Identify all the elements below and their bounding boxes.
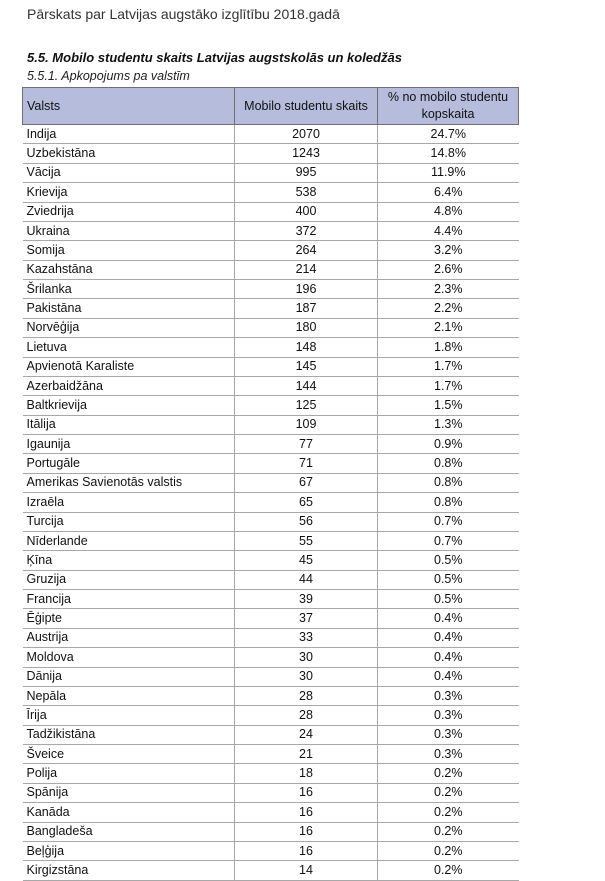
cell-country: Zviedrija [23, 202, 235, 221]
cell-percent: 4.8% [378, 202, 519, 221]
cell-percent: 0.5% [378, 590, 519, 609]
cell-country: Kanāda [23, 803, 235, 822]
cell-percent: 6.4% [378, 183, 519, 202]
cell-count: 18 [235, 764, 378, 783]
cell-country: Īrija [23, 706, 235, 725]
cell-country: Norvēģija [23, 318, 235, 337]
cell-count: 56 [235, 512, 378, 531]
cell-count: 24 [235, 725, 378, 744]
cell-count: 196 [235, 280, 378, 299]
cell-count: 16 [235, 822, 378, 841]
cell-count: 33 [235, 628, 378, 647]
cell-count: 67 [235, 473, 378, 492]
cell-country: Nepāla [23, 686, 235, 705]
cell-percent: 2.1% [378, 318, 519, 337]
table-row [23, 590, 519, 609]
table-row [23, 570, 519, 589]
table-row [23, 241, 519, 260]
table-row [23, 648, 519, 667]
cell-country: Beļģija [23, 841, 235, 860]
cell-count: 65 [235, 493, 378, 512]
cell-count: 16 [235, 803, 378, 822]
cell-percent: 4.4% [378, 221, 519, 240]
cell-percent: 3.2% [378, 241, 519, 260]
table-row [23, 745, 519, 764]
cell-country: Polija [23, 764, 235, 783]
table-row [23, 609, 519, 628]
cell-count: 187 [235, 299, 378, 318]
table-row [23, 764, 519, 783]
table-row [23, 783, 519, 802]
cell-percent: 2.2% [378, 299, 519, 318]
cell-count: 28 [235, 706, 378, 725]
table-row [23, 202, 519, 221]
cell-percent: 2.3% [378, 280, 519, 299]
cell-percent: 0.3% [378, 686, 519, 705]
section-title: 5.5. Mobilo studentu skaits Latvijas augstskolās un koledžās [27, 50, 402, 65]
cell-percent: 0.8% [378, 473, 519, 492]
cell-country: Apvienotā Karaliste [23, 357, 235, 376]
cell-country: Nīderlande [23, 531, 235, 550]
cell-percent: 1.7% [378, 357, 519, 376]
running-header: Pārskats par Latvijas augstāko izglītību 2018.gadā [27, 6, 340, 22]
cell-percent: 11.9% [378, 163, 519, 182]
cell-country: Krievija [23, 183, 235, 202]
cell-percent: 0.2% [378, 764, 519, 783]
cell-count: 39 [235, 590, 378, 609]
cell-percent: 1.8% [378, 338, 519, 357]
cell-count: 14 [235, 861, 378, 880]
cell-country: Vācija [23, 163, 235, 182]
cell-count: 264 [235, 241, 378, 260]
cell-count: 16 [235, 783, 378, 802]
column-header-count: Mobilo studentu skaits [235, 88, 378, 125]
table-row [23, 435, 519, 454]
cell-count: 77 [235, 435, 378, 454]
cell-count: 28 [235, 686, 378, 705]
cell-country: Uzbekistāna [23, 144, 235, 163]
cell-percent: 0.8% [378, 454, 519, 473]
cell-country: Francija [23, 590, 235, 609]
cell-country: Turcija [23, 512, 235, 531]
cell-percent: 24.7% [378, 125, 519, 144]
table-row [23, 260, 519, 279]
table-row [23, 376, 519, 395]
cell-country: Dānija [23, 667, 235, 686]
cell-percent: 0.2% [378, 861, 519, 880]
cell-percent: 1.3% [378, 415, 519, 434]
table-row [23, 628, 519, 647]
cell-country: Somija [23, 241, 235, 260]
cell-country: Igaunija [23, 435, 235, 454]
cell-count: 180 [235, 318, 378, 337]
cell-count: 44 [235, 570, 378, 589]
cell-percent: 0.7% [378, 531, 519, 550]
cell-country: Šrilanka [23, 280, 235, 299]
cell-country: Izraēla [23, 493, 235, 512]
cell-percent: 0.3% [378, 745, 519, 764]
table-row [23, 125, 519, 144]
cell-country: Amerikas Savienotās valstis [23, 473, 235, 492]
cell-country: Tadžikistāna [23, 725, 235, 744]
table-row [23, 357, 519, 376]
cell-country: Spānija [23, 783, 235, 802]
cell-country: Gruzija [23, 570, 235, 589]
table-row [23, 221, 519, 240]
table-row [23, 861, 519, 880]
cell-country: Austrija [23, 628, 235, 647]
table-row [23, 706, 519, 725]
cell-country: Indija [23, 125, 235, 144]
cell-percent: 0.8% [378, 493, 519, 512]
cell-percent: 0.3% [378, 706, 519, 725]
cell-country: Baltkrievija [23, 396, 235, 415]
cell-count: 55 [235, 531, 378, 550]
cell-percent: 0.4% [378, 648, 519, 667]
cell-count: 71 [235, 454, 378, 473]
cell-count: 538 [235, 183, 378, 202]
column-header-country: Valsts [23, 88, 235, 125]
cell-percent: 1.7% [378, 376, 519, 395]
table-row [23, 163, 519, 182]
subsection-title: 5.5.1. Apkopojums pa valstīm [27, 69, 190, 83]
table-row [23, 318, 519, 337]
cell-count: 148 [235, 338, 378, 357]
cell-percent: 0.4% [378, 609, 519, 628]
table-row [23, 725, 519, 744]
table-row [23, 396, 519, 415]
cell-count: 21 [235, 745, 378, 764]
table-row [23, 803, 519, 822]
table-row [23, 841, 519, 860]
cell-percent: 0.4% [378, 628, 519, 647]
cell-count: 30 [235, 667, 378, 686]
column-header-percent: % no mobilo studentu kopskaita [378, 88, 519, 125]
cell-country: Itālija [23, 415, 235, 434]
cell-country: Kazahstāna [23, 260, 235, 279]
table-row [23, 551, 519, 570]
table-row [23, 493, 519, 512]
cell-count: 45 [235, 551, 378, 570]
table-row [23, 667, 519, 686]
cell-percent: 0.2% [378, 822, 519, 841]
cell-count: 125 [235, 396, 378, 415]
table-row [23, 686, 519, 705]
table-row [23, 512, 519, 531]
cell-count: 145 [235, 357, 378, 376]
table-row [23, 338, 519, 357]
cell-percent: 0.2% [378, 841, 519, 860]
cell-percent: 0.5% [378, 551, 519, 570]
table-body [23, 125, 519, 881]
cell-country: Moldova [23, 648, 235, 667]
table-row [23, 531, 519, 550]
cell-percent: 0.2% [378, 783, 519, 802]
table-row [23, 299, 519, 318]
cell-country: Portugāle [23, 454, 235, 473]
cell-country: Ēģipte [23, 609, 235, 628]
cell-country: Lietuva [23, 338, 235, 357]
cell-percent: 0.5% [378, 570, 519, 589]
cell-country: Azerbaidžāna [23, 376, 235, 395]
cell-count: 400 [235, 202, 378, 221]
table-row [23, 144, 519, 163]
cell-count: 1243 [235, 144, 378, 163]
cell-percent: 0.9% [378, 435, 519, 454]
table-row [23, 822, 519, 841]
cell-country: Ķīna [23, 551, 235, 570]
cell-percent: 2.6% [378, 260, 519, 279]
cell-count: 995 [235, 163, 378, 182]
cell-count: 144 [235, 376, 378, 395]
cell-country: Pakistāna [23, 299, 235, 318]
cell-country: Šveice [23, 745, 235, 764]
cell-count: 30 [235, 648, 378, 667]
cell-percent: 0.4% [378, 667, 519, 686]
table-row [23, 415, 519, 434]
cell-count: 109 [235, 415, 378, 434]
country-table [22, 87, 519, 881]
cell-count: 2070 [235, 125, 378, 144]
cell-percent: 0.2% [378, 803, 519, 822]
table-header-row [23, 88, 519, 125]
cell-percent: 1.5% [378, 396, 519, 415]
cell-percent: 0.7% [378, 512, 519, 531]
cell-count: 37 [235, 609, 378, 628]
cell-count: 16 [235, 841, 378, 860]
cell-count: 214 [235, 260, 378, 279]
cell-country: Ukraina [23, 221, 235, 240]
table-row [23, 280, 519, 299]
cell-count: 372 [235, 221, 378, 240]
table-row [23, 183, 519, 202]
cell-percent: 0.3% [378, 725, 519, 744]
cell-percent: 14.8% [378, 144, 519, 163]
cell-country: Bangladeša [23, 822, 235, 841]
table-row [23, 473, 519, 492]
cell-country: Kirgizstāna [23, 861, 235, 880]
table-row [23, 454, 519, 473]
